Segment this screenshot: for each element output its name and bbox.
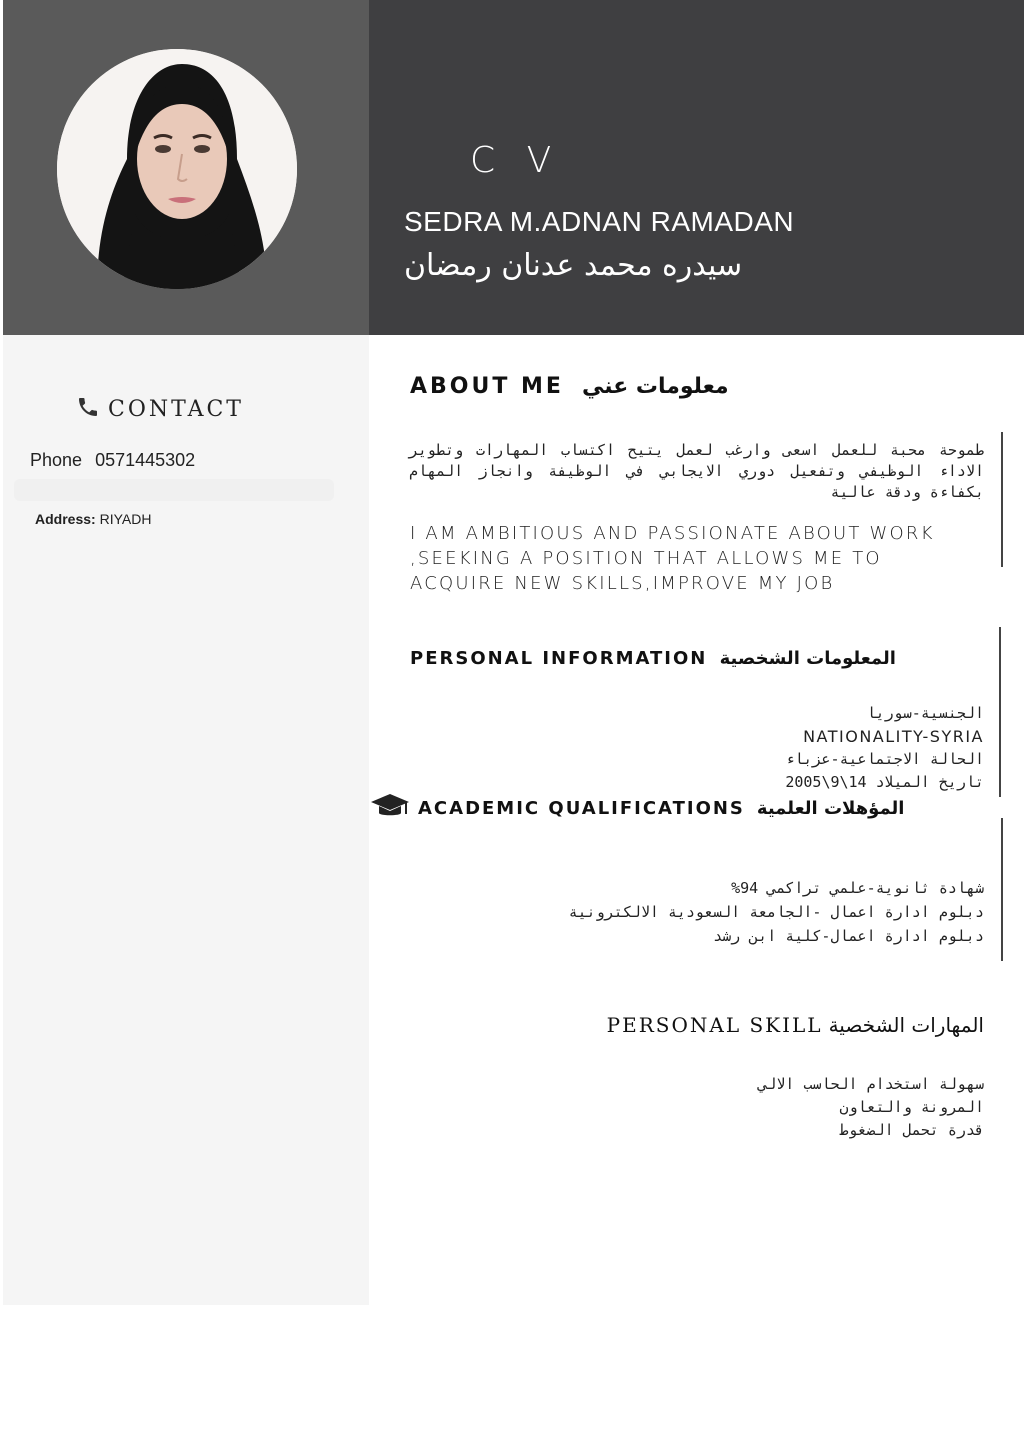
list-item: دبلوم ادارة اعمال -الجامعة السعودية الالكترونية — [568, 903, 984, 921]
address-label: Address: — [35, 511, 96, 527]
list-item: المرونة والتعاون — [839, 1098, 984, 1116]
about-heading — [410, 374, 729, 399]
contact-title: CONTACT — [108, 396, 244, 422]
academic-list — [569, 876, 984, 948]
graduation-cap-icon — [370, 792, 410, 825]
list-item: شهادة ثانوية-علمي تراكمي 94% — [731, 879, 984, 897]
academic-divider-line — [1001, 818, 1003, 961]
academic-heading — [370, 792, 904, 825]
nationality-arabic: الجنسية-سوريا — [866, 704, 984, 722]
list-item: قدرة تحمل الضغوط — [839, 1121, 984, 1139]
phone-icon — [76, 395, 100, 423]
address-value: RIYADH — [99, 511, 152, 527]
profile-photo — [57, 49, 297, 289]
about-divider-line — [1001, 432, 1003, 567]
about-text-english: I AM AMBITIOUS AND PASSIONATE ABOUT WORK ,SEEKING A POSITION THAT ALLOWS ME TO ACQUIRE NEW SKILLS,IMPROVE MY JOB — [410, 523, 935, 594]
cv-label: C V — [470, 140, 562, 181]
personal-info-title-en: PERSONAL INFORMATION — [410, 648, 708, 669]
personal-info-list — [785, 702, 984, 794]
full-name-arabic: سيدره محمد عدنان رمضان — [404, 248, 743, 283]
contact-divider — [14, 479, 334, 501]
academic-title-ar: المؤهلات العلمية — [756, 798, 905, 819]
skills-title-ar: المهارات الشخصية — [828, 1013, 984, 1037]
birth-date: تاريخ الميلاد 14\9\2005 — [785, 773, 984, 791]
about-title-en: ABOUT ME — [410, 374, 564, 399]
personal-info-divider-line — [999, 627, 1001, 797]
address-row — [35, 511, 151, 527]
phone-row — [30, 450, 195, 471]
phone-label: Phone — [30, 450, 83, 470]
contact-heading — [76, 395, 244, 423]
marital-status: الحالة الاجتماعية-عزباء — [785, 750, 984, 768]
academic-title-en: ACADEMIC QUALIFICATIONS — [418, 798, 745, 819]
about-title-ar: معلومات عني — [581, 374, 729, 399]
skills-title-en: PERSONAL SKILL — [606, 1013, 823, 1037]
skills-list — [758, 1073, 984, 1142]
skills-heading — [607, 1013, 984, 1037]
phone-value: 0571445302 — [95, 450, 196, 470]
nationality-english: NATIONALITY-SYRIA — [803, 727, 984, 746]
list-item: سهولة استخدام الحاسب الالي — [758, 1075, 984, 1093]
list-item: دبلوم ادارة اعمال-كلية ابن رشد — [713, 927, 984, 945]
header-right-panel — [369, 0, 1024, 335]
personal-info-title-ar: المعلومات الشخصية — [719, 648, 896, 669]
personal-info-heading — [410, 648, 896, 669]
about-text-arabic: طموحة محبة للعمل اسعى وارغب لعمل يتيح اكتساب المهارات وتطوير الاداء الوظيفي وتفعيل دوري الايجابي في الوظيفة وانجاز المهام بكفاءة ودقة عالية — [409, 441, 984, 501]
full-name-english: SEDRA M.ADNAN RAMADAN — [404, 206, 795, 237]
